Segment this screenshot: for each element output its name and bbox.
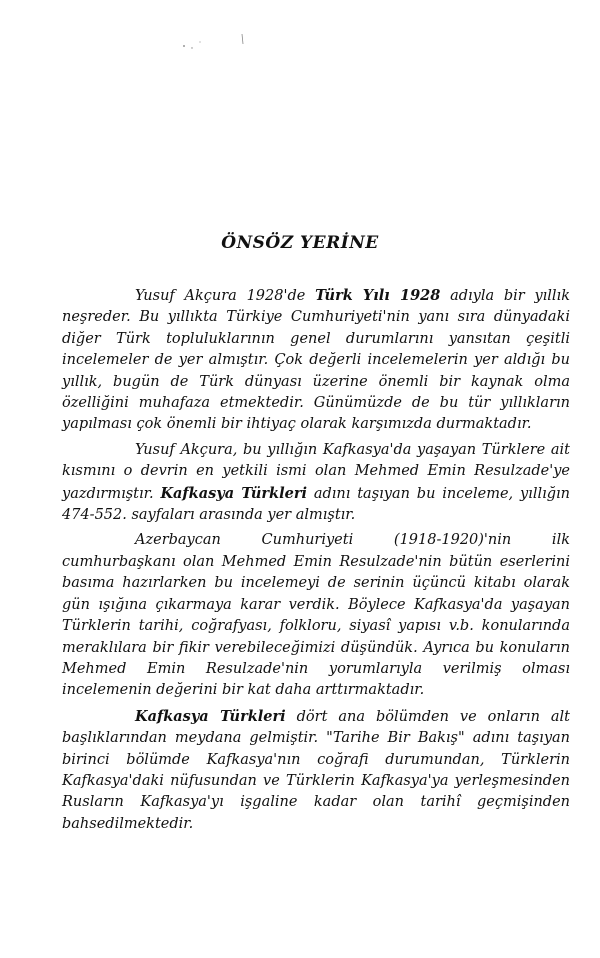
paragraph-1 bbox=[62, 285, 570, 436]
body-text bbox=[62, 285, 570, 835]
paragraph-text: Yusuf Akçura 1928'de bbox=[135, 288, 316, 304]
paragraph-3 bbox=[62, 530, 570, 701]
paragraph-text: Yusuf Akçura, bu yıllığın Kafkasya'da yaşayan Türklere ait kısmını o devrin en yetkili ismi olan Mehmed Emin Resulzade'ye yazdırmıştır. bbox=[62, 441, 570, 502]
bold-title-text: Türk Yılı 1928 bbox=[315, 287, 441, 304]
paragraph-4 bbox=[62, 706, 570, 835]
bold-title-text: Kafkasya Türkleri bbox=[135, 707, 286, 725]
paragraph-2 bbox=[62, 440, 570, 527]
paragraph-text: adıyla bir yıllık neşreder. Bu yıllıkta Türkiye Cumhuriyeti'nin yanı sıra dünyadaki diğer Türk topluluklarının genel durumlarını yansıtan çeşitli incelemeler de yer almıştır. Çok değerli incelemelerin yer aldığı bu yıllık, bugün de Türk dünyası üzerine önemli bir kaynak olma özelliğini muhafaza etmektedir. Günümüzde de bu tür yıllıkların yapılması çok önemli bir ihtiyaç olarak karşımızda durmaktadır. bbox=[62, 288, 570, 433]
page-title: ÖNSÖZ YERİNE bbox=[221, 233, 379, 253]
paragraph-text: Azerbaycan Cumhuriyeti (1918-1920)'nin ilk cumhurbaşkanı olan Mehmed Emin Resulzade'nin bütün eserlerini basıma hazırlarken bu incelemeyi de serinin üçüncü kitabı olarak gün ışığına çıkarmaya karar verdik. Böylece Kafkasya'da yaşayan Türklerin tarihi, coğrafyası, folkloru, siyasî yapısı v.b. konularında meraklılara bir fikir verebileceğimizi düşündük. Ayrıca bu konuların Mehmed Emin Resulzade'nin yorumlarıyla verilmiş olması incelemenin değerini bir kat daha arttırmaktadır. bbox=[62, 532, 570, 699]
bold-title-text: Kafkasya Türkleri bbox=[160, 484, 307, 502]
paragraph-text: dört ana bölümden ve onların alt başlıklarından meydana gelmiştir. "Tarihe Bir Bakış" adını taşıyan birinci bölümde Kafkasya'nın coğrafi durumundan, Türklerin Kafkasya'daki nüfusundan ve Türklerin Kafkasya'ya yerleşmesinden Rusların Kafkasya'yı işgaline kadar olan tarihî geçmişinden bahsedilmektedir. bbox=[62, 708, 570, 832]
scan-specks bbox=[170, 28, 290, 58]
paragraph-text: adını taşıyan bu inceleme, yıllığın 474-552. sayfaları arasında yer almıştır. bbox=[62, 485, 570, 524]
